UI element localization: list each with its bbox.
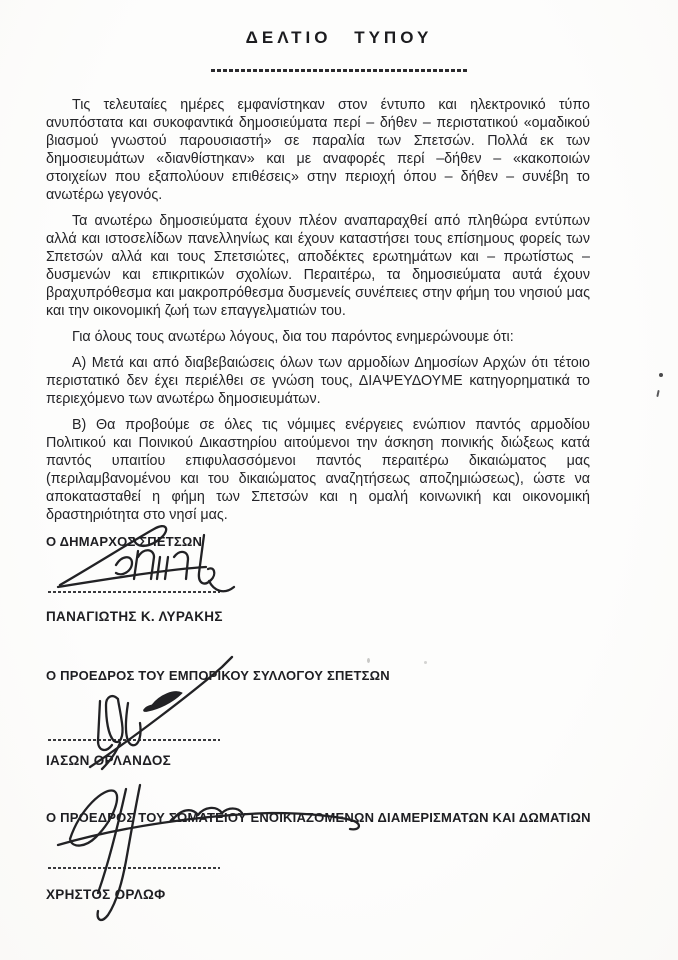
signature-dashed-line: [48, 867, 220, 869]
signature-area: [46, 549, 678, 593]
signature-block-rooms-union: [46, 810, 678, 902]
signature-area: [46, 825, 678, 869]
signature-dashed-line: [48, 739, 220, 741]
signatory-name: ΠΑΝΑΓΙΩΤΗΣ Κ. ΛΥΡΑΚΗΣ: [46, 609, 223, 624]
signatory-role: Ο ΠΡΟΕΔΡΟΣ ΤΟΥ ΣΩΜΑΤΕΙΟΥ ΕΝΟΙΚΙΑΖΟΜΕΝΩΝ ΔΙΑΜΕΡΙΣΜΑΤΩΝ ΚΑΙ ΔΩΜΑΤΙΩΝ: [46, 810, 591, 825]
signature-dashed-line: [48, 591, 220, 593]
document-body: [46, 96, 590, 524]
scan-artifact-faint: [367, 658, 370, 663]
title-dashed-separator: [211, 69, 467, 72]
signatory-role: Ο ΠΡΟΕΔΡΟΣ ΤΟΥ ΕΜΠΟΡΙΚΟΥ ΣΥΛΛΟΓΟΥ ΣΠΕΤΣΩΝ: [46, 668, 390, 683]
scan-artifact-dot: [659, 373, 663, 377]
signature-area: [46, 683, 678, 741]
signatory-role: Ο ΔΗΜΑΡΧΟΣ ΣΠΕΤΣΩΝ: [46, 534, 203, 549]
document-title: ΔΕΛΤΙΟ ΤΥΠΟΥ: [245, 28, 433, 47]
paragraph-point-a: Α) Μετά και από διαβεβαιώσεις όλων των αρμοδίων Δημοσίων Αρχών ότι τέτοιο περιστατικό δεν έχει περιέλθει σε γνώση τους, ΔΙΑΨΕΥΔΟΥΜΕ κατηγορηματικά το περιεχόμενο των ανωτέρω δημοσιευμάτων.: [46, 355, 590, 407]
signature-block-commercial-association: [46, 668, 678, 768]
paragraph-consequences: Τα ανωτέρω δημοσιεύματα έχουν πλέον αναπαραχθεί από πληθώρα εντύπων αλλά και ιστοσελίδων πανελληνίως και έχουν καταστήσει τους επίσημους φορείς των Σπετσών αλλά και τους Σπετσιώτες, αποδέκτες ερωτημάτων και – πρωτίστως – δυσμενών και επικριτικών σχολίων. Περαιτέρω, τα δημοσιεύματα αυτά έχουν βραχυπρόθεσμα και μακροπρόθεσμα δυσμενείς συνέπειες στην φήμη του νησιού μας και την οικονομική ζωή των επαγγελματιών του.: [46, 213, 590, 319]
paragraph-point-b: Β) Θα προβούμε σε όλες τις νόμιμες ενέργειες ενώπιον παντός αρμοδίου Πολιτικού και Ποινικού Δικαστηρίου αιτούμενοι την άσκηση ποινικής διώξεως κατά παντός υπαιτίου επιφυλασσόμενοι παντός περαιτέρω δικαιώματος μας (περιλαμβανομένου και του δικαιώματος αναζητήσεως αποζημιώσεως), ώστε να αποκατασταθεί η φήμη των Σπετσών και η ομαλή κοινωνική και οικονομική δραστηριότητα στο νησί μας.: [46, 417, 590, 523]
signature-block-mayor: [46, 534, 678, 624]
scan-artifact-mark: [656, 390, 659, 397]
paragraph-intro: Τις τελευταίες ημέρες εμφανίστηκαν στον έντυπο και ηλεκτρονικό τύπο ανυπόστατα και συκοφαντικά δημοσιεύματα περί – δήθεν – περιστατικού «ομαδικού βιασμού γνωστού παρουσιαστή» σε παραλία των Σπετσών. Πολλά εκ των δημοσιευμάτων «διανθίστηκαν» και με αναφορές περί –δήθεν – «κακοποιών στοιχείων που εξαπολύουν επιθέσεις» στην περιοχή όπου – δήθεν – συνέβη το ανωτέρω γεγονός.: [46, 97, 590, 203]
handwritten-signature-orloff-icon: [48, 781, 368, 945]
signatory-name: ΧΡΗΣΤΟΣ ΟΡΛΩΦ: [46, 887, 166, 902]
paragraph-lead-in: Για όλους τους ανωτέρω λόγους, δια του παρόντος ενημερώνουμε ότι:: [72, 329, 514, 345]
scan-artifact-faint: [424, 661, 427, 664]
signatory-name: ΙΑΣΩΝ ΟΡΛΑΝΔΟΣ: [46, 753, 172, 768]
